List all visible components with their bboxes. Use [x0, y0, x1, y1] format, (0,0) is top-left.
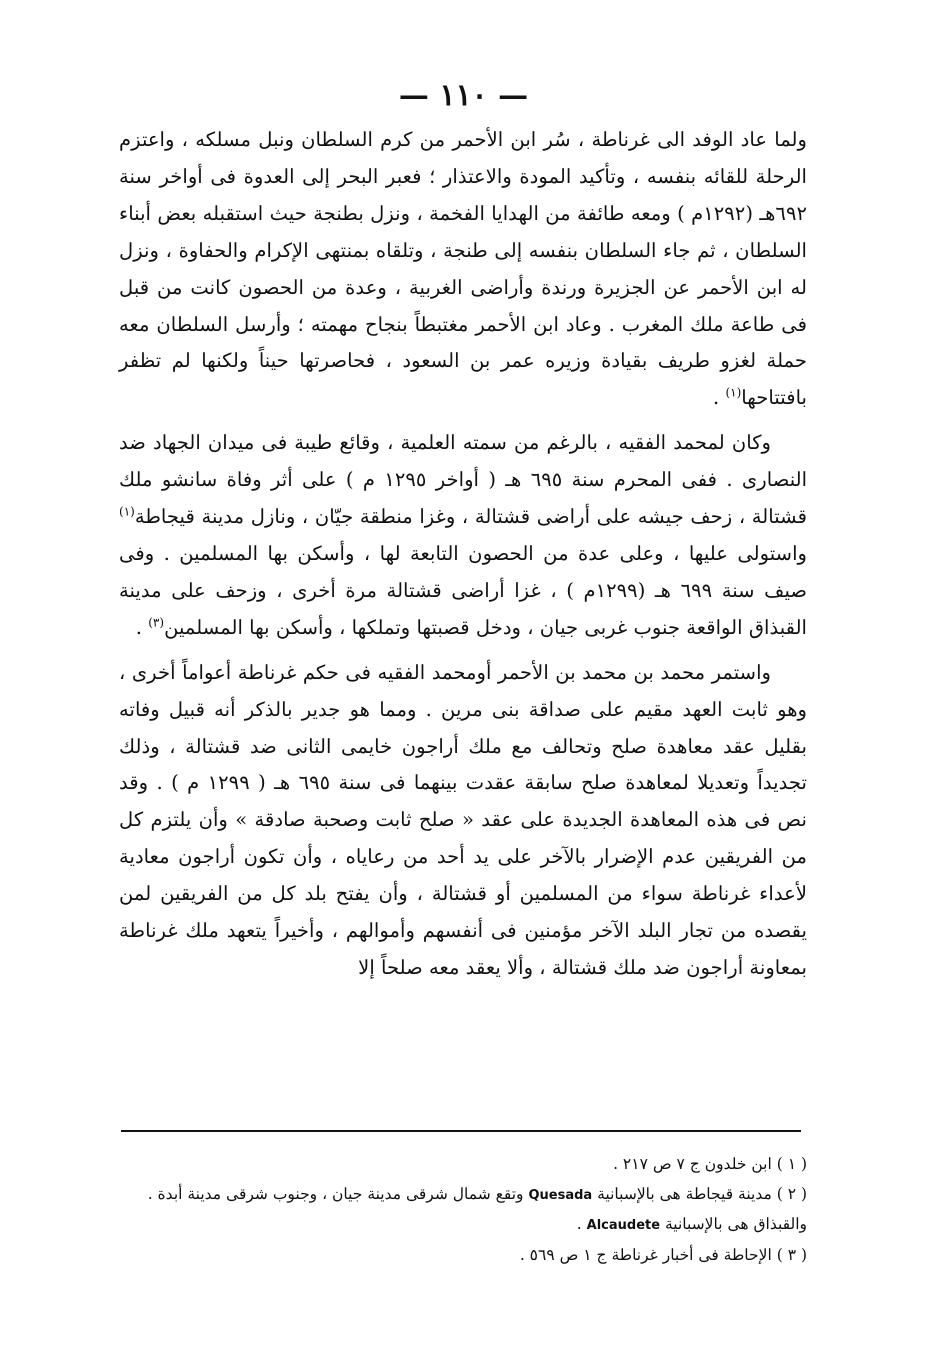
footnote-divider [121, 1130, 801, 1132]
footnote-1 [117, 1150, 807, 1180]
footnote-2-mark: ( ٢ ) [776, 1184, 807, 1203]
paragraph-1-tail: . [713, 386, 726, 410]
paragraph-2-text: وكان لمحمد الفقيه ، بالرغم من سمته العلمية ، وقائع طيبة فى ميدان الجهاد ضد النصارى . ففى المحرم سنة ٦٩٥ هـ ( أواخر ١٢٩٥ م ) على أثر وفاة سانشو ملك قشتالة ، زحف جيشه على أراضى قشتالة ، وغزا منطقة جيّان ، ونازل مدينة قيجاطة [119, 431, 808, 529]
footnote-2-text-a: مدينة قيجاطة هى بالإسبانية [597, 1184, 772, 1203]
footnote-3 [117, 1241, 807, 1271]
paragraph-1-text: ولما عاد الوفد الى غرناطة ، سُر ابن الأحمر من كرم السلطان ونبل مسلكه ، واعتزم الرحلة للقائه بنفسه ، وتأكيد المودة والاعتذار ؛ فعبر البحر إلى العدوة فى أواخر سنة ٦٩٢هـ (١٢٩٢م ) ومعه طائفة من الهدايا الفخمة ، ونزل بطنجة حيث استقبله بعض أبناء السلطان ، ثم جاء السلطان بنفسه إلى طنجة ، وتلقاه بمنتهى الإكرام والحفاوة ، ونزل له ابن الأحمر عن الجزيرة ورندة وأراضى الغربية ، وعدة من الحصون كانت من قبل فى طاعة ملك المغرب . وعاد ابن الأحمر مغتبطاً بنجاح مهمته ؛ وأرسل السلطان معه حملة لغزو طريف بقيادة وزيره عمر بن السعود ، فحاصرتها حيناً ولكنها لم تظفر بافتتاحها [119, 128, 807, 410]
footnote-ref-3[interactable]: (٣) [148, 615, 165, 630]
footnote-1-mark: ( ١ ) [776, 1155, 807, 1173]
footnote-1-text: ابن خلدون ج ٧ ص ٢١٧ . [613, 1155, 772, 1173]
paragraph-3 [119, 655, 807, 987]
footnote-2-latin-quesada: Quesada [528, 1187, 593, 1203]
footnote-ref-2[interactable]: (١) [119, 504, 135, 519]
main-text [119, 122, 807, 987]
paragraph-1 [119, 122, 807, 417]
footnotes [117, 1150, 807, 1270]
footnote-2-tail: . [576, 1215, 587, 1233]
footnote-ref-1[interactable]: (١) [725, 385, 742, 400]
paragraph-2 [119, 425, 807, 646]
paragraph-2-tail: واستولى عليها ، وعلى عدة من الحصون التابعة لها ، وأسكن بها المسلمين . وفى صيف سنة ٦٩٩ هـ (١٢٩٩م ) ، غزا أراضى قشتالة مرة أخرى ، وزحف على مدينة القبذاق الواقعة جنوب غربى جيان ، ودخل قصبتها وتملكها ، وأسكن بها المسلمين [119, 541, 808, 639]
footnote-3-mark: ( ٣ ) [776, 1245, 807, 1264]
footnote-2-text-b: وتقع شمال شرقى مدينة جيان ، وجنوب شرقى مدينة أبدة . والقبذاق هى بالإسبانية [147, 1184, 807, 1233]
page-number: — ١١٠ — [398, 78, 529, 113]
paragraph-3-text: واستمر محمد بن محمد بن الأحمر أومحمد الفقيه فى حكم غرناطة أعواماً أخرى ، وهو ثابت العهد مقيم على صداقة بنى مرين . ومما هو جدير بالذكر أنه قبيل وفاته بقليل عقد معاهدة صلح وتحالف مع ملك أراجون خايمى الثانى ضد قشتالة ، وذلك تجديداً وتعديلا لمعاهدة صلح سابقة عقدت بينهما فى سنة ٦٩٥ هـ ( ١٢٩٩ م ) . وقد نص فى هذه المعاهدة الجديدة على عقد « صلح ثابت وصحبة صادقة » وأن يلتزم كل من الفريقين عدم الإضرار بالآخر على يد أحد من رعاياه ، وأن تكون أراجون معادية لأعداء غرناطة سواء من المسلمين أو قشتالة ، وأن يفتح بلد كل من الفريقين لمن يقصده من تجار البلد الآخر مؤمنين فى أنفسهم وأموالهم ، وأخيراً يتعهد ملك غرناطة بمعاونة أراجون ضد ملك قشتالة ، وألا يعقد معه صلحاً إلا [119, 660, 808, 979]
footnote-3-text: الإحاطة فى أخبار غرناطة ج ١ ص ٥٦٩ . [519, 1245, 772, 1264]
footnote-2-latin-alcaudete: Alcaudete [586, 1218, 661, 1233]
footnote-2 [117, 1180, 807, 1241]
paragraph-2-tail-2: . [135, 615, 149, 639]
